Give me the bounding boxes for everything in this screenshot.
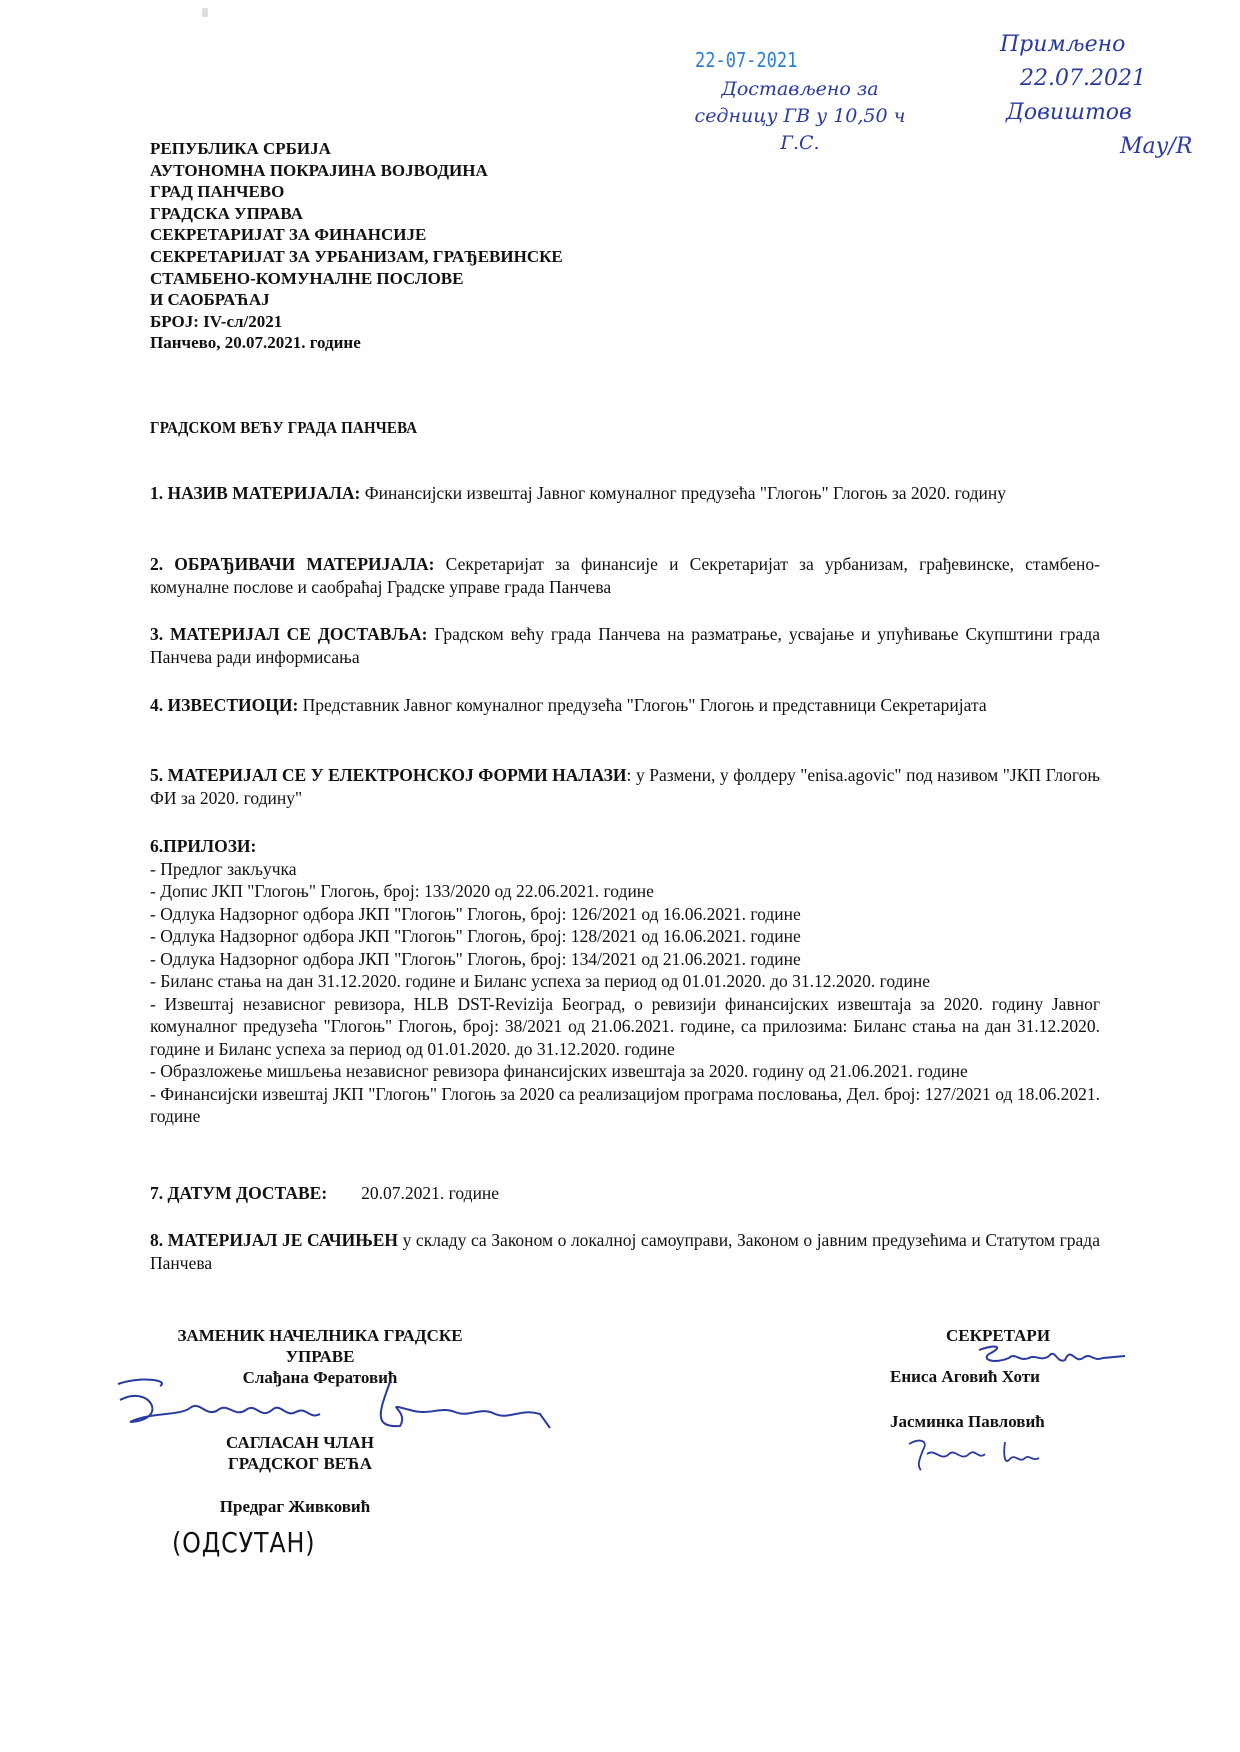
signatory-title: ЗАМЕНИК НАЧЕЛНИКА ГРАДСКЕ (177, 1326, 463, 1345)
note-line: Г.С. (780, 132, 820, 154)
document-date: Панчево, 20.07.2021. године (150, 333, 361, 353)
attachment-item: - Одлука Надзорног одбора ЈКП "Глогоњ" Глогоњ, број: 134/2021 од 21.06.2021. године (150, 948, 801, 969)
handwritten-received-note (1000, 28, 1230, 164)
attachment-item: - Извештај независног ревизора, HLB DST-Revizija Београд, о ревизији финансијских извештаја за 2020. годину Јавног комуналног предузећа "Глогоњ" Глогоњ, број: 38/2021 од 21.06.2021. године, са прилозима: Биланс стања на дан 31.12.2020. године и Биланс успеха за период од 01.01.2020. до 31.12.2020. године (150, 993, 1100, 1059)
section-text: Финансијски извештај Јавног комуналног предузећа "Глогоњ" Глогоњ за 2020. годину (360, 483, 1006, 503)
section-material-name (150, 482, 1100, 505)
section-text: Градском већу града Панчева на разматрање, усвајање и упућивање Скупштини града Панчева ради информисања (150, 624, 1100, 667)
attachment-item: - Допис ЈКП "Глогоњ" Глогоњ, број: 133/2020 од 22.06.2021. године (150, 881, 654, 901)
section-attachments (150, 835, 1100, 1128)
section-text: : у Размени, у фолдеру "enisa.agovic" под називом "ЈКП Глогоњ ФИ за 2020. годину" (150, 765, 1100, 808)
header-line: И САОБРАЋАЈ (150, 290, 270, 310)
handwritten-signature-feratovic (110, 1376, 570, 1438)
signatory-title: СЕКРЕТАРИ (946, 1326, 1051, 1345)
section-label: 7. ДАТУМ ДОСТАВЕ: (150, 1183, 328, 1203)
note-line: Достављено за (721, 78, 879, 100)
signatory-name: Ениса Аговић Хоти (890, 1367, 1040, 1386)
handwritten-signature-agovic-hoti (975, 1344, 1135, 1366)
section-label: 1. НАЗИВ МАТЕРИЈАЛА: (150, 483, 361, 503)
section-delivery-date (150, 1182, 1100, 1205)
section-label: 5. МАТЕРИЈАЛ СЕ У ЕЛЕКТРОНСКОЈ ФОРМИ НАЛАЗИ (150, 765, 627, 785)
signature-block-secretaries (890, 1325, 1130, 1432)
attachment-item: - Одлука Надзорног одбора ЈКП "Глогоњ" Глогоњ, број: 128/2021 од 16.06.2021. године (150, 926, 801, 946)
header-line: ГРАДСКА УПРАВА (150, 203, 303, 223)
header-line: АУТОНОМНА ПОКРАЈИНА ВОЈВОДИНА (150, 160, 488, 180)
scan-mark (202, 8, 208, 17)
council-member-title: ГРАДСКОГ ВЕЋА (227, 1454, 373, 1473)
spacer (890, 1387, 1130, 1411)
issuer-header (150, 138, 563, 354)
signatory-name: Јасминка Павловић (890, 1412, 1045, 1431)
header-line: СЕКРЕТАРИЈАТ ЗА ФИНАНСИЈЕ (150, 225, 427, 245)
section-rapporteurs (150, 694, 1100, 717)
section-text: Представник Јавног комуналног предузећа "Глогоњ" Глогоњ и представници Секретаријата (298, 695, 987, 715)
header-line: РЕПУБЛИКА СРБИЈА (150, 139, 331, 158)
council-member-title: САГЛАСАН ЧЛАН (226, 1433, 374, 1452)
council-member-name: Предраг Живковић (219, 1497, 371, 1516)
signatory-name: Слађана Фератовић (242, 1368, 398, 1387)
section-label: 8. МАТЕРИЈАЛ ЈЕ САЧИЊЕН (150, 1230, 399, 1250)
section-label: 2. ОБРАЂИВАЧИ МАТЕРИЈАЛА: (150, 554, 435, 574)
header-line: СЕКРЕТАРИЈАТ ЗА УРБАНИЗАМ, ГРАЂЕВИНСКЕ (150, 246, 563, 266)
attachment-item: - Предлог закључка (150, 858, 297, 879)
handwritten-signature-pavlovic (905, 1438, 1055, 1474)
section-delivered-to (150, 623, 1100, 668)
addressee: ГРАДСКОМ ВЕЋУ ГРАДА ПАНЧЕВА (150, 418, 418, 437)
note-line: Довиштов (1006, 100, 1132, 125)
header-line: СТАМБЕНО-КОМУНАЛНЕ ПОСЛОВЕ (150, 268, 464, 288)
attachment-item: - Финансијски извештај ЈКП "Глогоњ" Глогоњ за 2020 са реализацијом програма пословања, Дел. број: 127/2021 од 18.06.2021. године (150, 1083, 1100, 1126)
handwritten-delivery-note (630, 76, 970, 157)
attachment-item: - Одлука Надзорног одбора ЈКП "Глогоњ" Глогоњ, број: 126/2021 од 16.06.2021. године (150, 903, 801, 924)
section-prepared-by (150, 553, 1100, 598)
signatory-title: УПРАВЕ (285, 1347, 355, 1366)
note-line: Примљено (1000, 32, 1126, 57)
section-label: 6.ПРИЛОЗИ: (150, 836, 257, 856)
section-label: 3. МАТЕРИЈАЛ СЕ ДОСТАВЉА: (150, 624, 428, 644)
section-electronic-location (150, 764, 1100, 809)
section-legal-basis (150, 1229, 1100, 1274)
attachment-item: - Образложење мишљења независног ревизора финансијских извештаја за 2020. годину од 21.06.2021. године (150, 1061, 968, 1081)
delivery-date-value: 20.07.2021. године (361, 1183, 500, 1203)
received-date-stamp: 22-07-2021 (695, 48, 798, 72)
note-line: Мау/R (1120, 134, 1193, 159)
header-line: ГРАД ПАНЧЕВО (150, 182, 285, 202)
note-line: седницу ГВ у 10,50 ч (694, 105, 906, 127)
document-number: БРОЈ: IV-сл/2021 (150, 311, 283, 331)
section-text: у складу са Законом о локалној самоуправи, Законом о јавним предузећима и Статутом града Панчева (150, 1230, 1100, 1273)
section-text: Секретаријат за финансије и Секретаријат за урбанизам, грађевинске, стамбено-комуналне послове и саобраћај Градске управе града Панчева (150, 554, 1100, 597)
section-label: 4. ИЗВЕСТИОЦИ: (150, 695, 299, 715)
absent-note: (ОДСУТАН) (172, 1526, 316, 1559)
note-line: 22.07.2021 (1020, 66, 1146, 91)
attachment-item: - Биланс стања на дан 31.12.2020. године и Биланс успеха за период од 01.01.2020. до 31.12.2020. године (150, 971, 931, 991)
spacer (150, 1474, 490, 1496)
